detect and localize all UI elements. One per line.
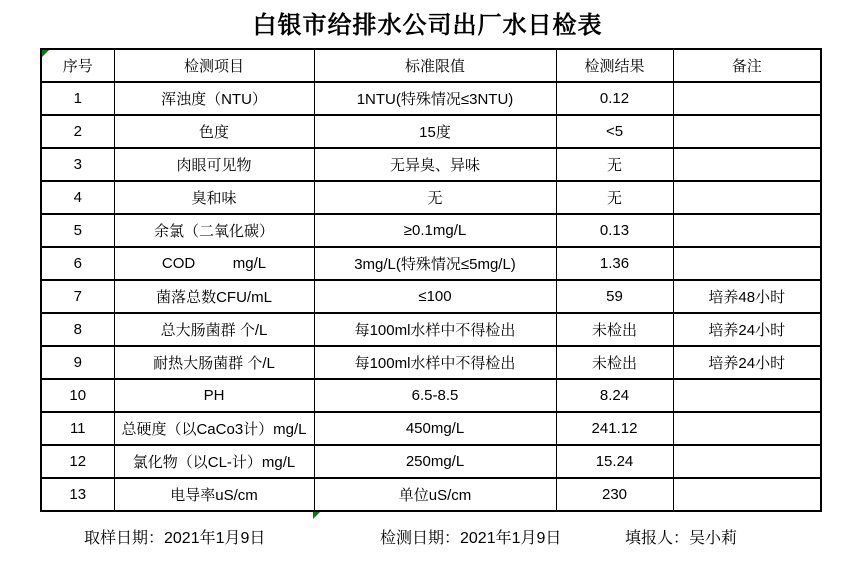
table-row — [41, 247, 821, 280]
cell-result: 241.12 — [556, 412, 673, 445]
cell-note — [673, 379, 821, 412]
table-row — [41, 82, 821, 115]
testing-date: 检测日期：2021年1月9日 — [380, 530, 562, 547]
cell-limit: 450mg/L — [314, 412, 556, 445]
sampling-date: 取样日期：2021年1月9日 — [84, 530, 266, 547]
cell-note — [673, 412, 821, 445]
cell-serial: 11 — [41, 412, 114, 445]
cell-result: 8.24 — [556, 379, 673, 412]
table-row — [41, 181, 821, 214]
cell-limit: 15度 — [314, 115, 556, 148]
col-header-result: 检测结果 — [556, 49, 673, 82]
cell-result: 15.24 — [556, 445, 673, 478]
cell-note — [673, 214, 821, 247]
cell-serial: 4 — [41, 181, 114, 214]
col-header-limit: 标准限值 — [314, 49, 556, 82]
cell-limit: 6.5-8.5 — [314, 379, 556, 412]
cell-note — [673, 82, 821, 115]
cell-item: COD mg/L — [114, 247, 314, 280]
col-header-item: 检测项目 — [114, 49, 314, 82]
cell-item: 余氯（二氧化碳） — [114, 214, 314, 247]
cell-result: 未检出 — [556, 346, 673, 379]
table-row — [41, 115, 821, 148]
table-row — [41, 148, 821, 181]
table-row — [41, 478, 821, 511]
cell-limit: 单位uS/cm — [314, 478, 556, 511]
cell-limit: 无 — [314, 181, 556, 214]
cell-serial: 7 — [41, 280, 114, 313]
cell-serial: 3 — [41, 148, 114, 181]
table-row — [41, 379, 821, 412]
table-row — [41, 346, 821, 379]
cell-limit: ≤100 — [314, 280, 556, 313]
cell-item: 菌落总数CFU/mL — [114, 280, 314, 313]
cell-note — [673, 247, 821, 280]
cell-item: 耐热大肠菌群 个/L — [114, 346, 314, 379]
col-header-serial: 序号 — [41, 49, 114, 82]
table-row — [41, 412, 821, 445]
cell-result: <5 — [556, 115, 673, 148]
cell-result: 230 — [556, 478, 673, 511]
cell-item: 臭和味 — [114, 181, 314, 214]
cell-result: 59 — [556, 280, 673, 313]
header-row — [41, 49, 821, 82]
cell-limit: ≥0.1mg/L — [314, 214, 556, 247]
inspection-table — [40, 48, 822, 512]
cell-note: 培养24小时 — [673, 313, 821, 346]
cell-limit: 250mg/L — [314, 445, 556, 478]
table-row — [41, 214, 821, 247]
cell-item: 氯化物（以CL-计）mg/L — [114, 445, 314, 478]
cell-note — [673, 148, 821, 181]
cell-limit: 3mg/L(特殊情况≤5mg/L) — [314, 247, 556, 280]
cell-result: 1.36 — [556, 247, 673, 280]
cell-serial: 10 — [41, 379, 114, 412]
cell-serial: 9 — [41, 346, 114, 379]
cell-serial: 12 — [41, 445, 114, 478]
cell-serial: 6 — [41, 247, 114, 280]
cell-item: 总硬度（以CaCo3计）mg/L — [114, 412, 314, 445]
cell-limit: 无异臭、异味 — [314, 148, 556, 181]
inspection-table-grid — [40, 48, 822, 512]
cell-serial: 8 — [41, 313, 114, 346]
cell-item: 总大肠菌群 个/L — [114, 313, 314, 346]
cell-note — [673, 445, 821, 478]
table-row — [41, 280, 821, 313]
cell-result: 0.12 — [556, 82, 673, 115]
reporter-name: 填报人：吴小莉 — [625, 530, 738, 547]
col-header-note: 备注 — [673, 49, 821, 82]
cell-serial: 13 — [41, 478, 114, 511]
cell-serial: 1 — [41, 82, 114, 115]
cell-limit: 每100ml水样中不得检出 — [314, 346, 556, 379]
cell-note — [673, 181, 821, 214]
cell-flag-icon — [42, 50, 49, 57]
cell-serial: 2 — [41, 115, 114, 148]
cell-note — [673, 478, 821, 511]
cell-limit: 1NTU(特殊情况≤3NTU) — [314, 82, 556, 115]
cell-result: 0.13 — [556, 214, 673, 247]
cell-note: 培养48小时 — [673, 280, 821, 313]
cell-limit: 每100ml水样中不得检出 — [314, 313, 556, 346]
table-row — [41, 313, 821, 346]
cell-result: 无 — [556, 181, 673, 214]
page-title: 白银市给排水公司出厂水日检表 — [252, 12, 603, 39]
cell-item: 电导率uS/cm — [114, 478, 314, 511]
cell-flag-icon — [313, 512, 320, 519]
table-row — [41, 445, 821, 478]
cell-item: 色度 — [114, 115, 314, 148]
cell-note: 培养24小时 — [673, 346, 821, 379]
cell-serial: 5 — [41, 214, 114, 247]
cell-note — [673, 115, 821, 148]
cell-item: PH — [114, 379, 314, 412]
cell-result: 无 — [556, 148, 673, 181]
cell-item: 浑浊度（NTU） — [114, 82, 314, 115]
cell-result: 未检出 — [556, 313, 673, 346]
cell-item: 肉眼可见物 — [114, 148, 314, 181]
